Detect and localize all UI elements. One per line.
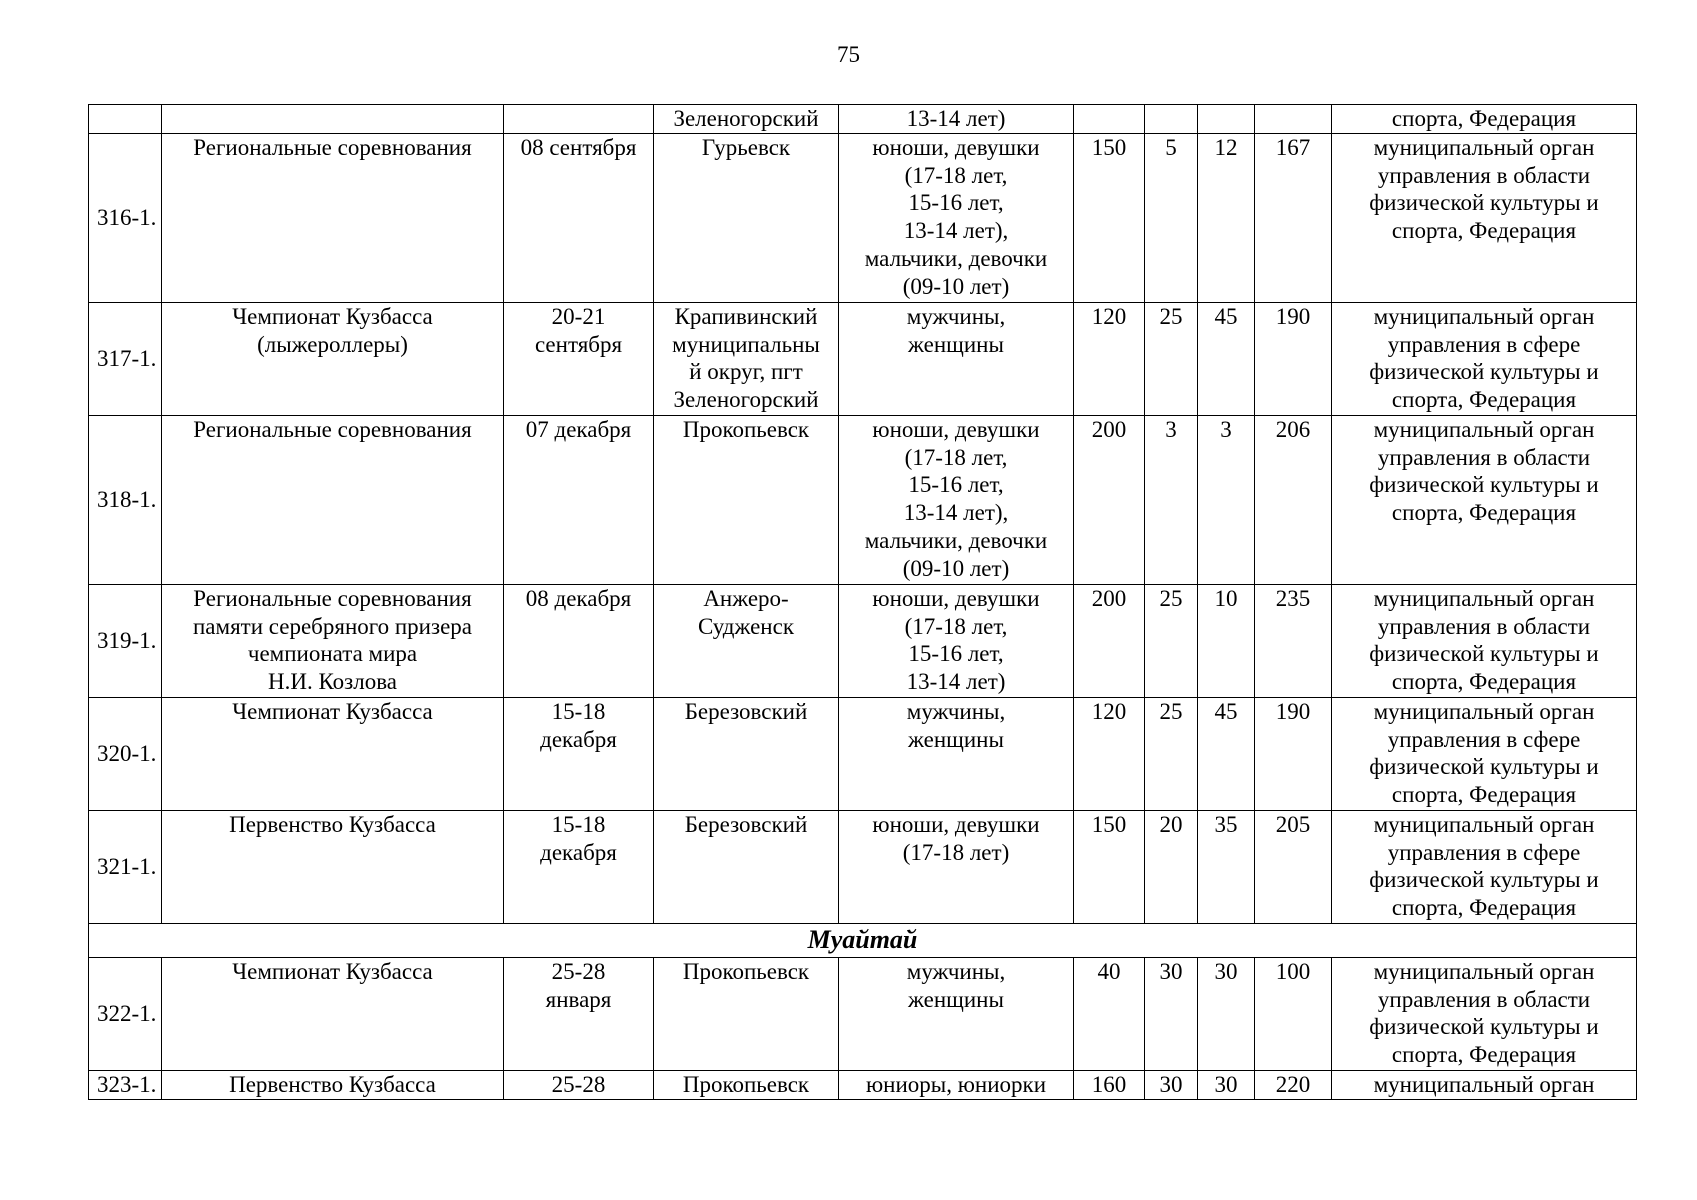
- event-place: Зеленогорский: [654, 105, 839, 134]
- participants: 13-14 лет): [839, 105, 1074, 134]
- table-row: [89, 698, 1637, 811]
- count-1: 120: [1074, 698, 1145, 811]
- participants: юноши, девушки (17-18 лет, 15-16 лет, 13-14 лет): [839, 585, 1074, 698]
- event-place: Березовский: [654, 698, 839, 811]
- event-date: 08 сентября: [504, 134, 654, 303]
- count-2: 25: [1145, 698, 1198, 811]
- participants: юноши, девушки (17-18 лет, 15-16 лет, 13-14 лет), мальчики, девочки (09-10 лет): [839, 416, 1074, 585]
- count-total: 206: [1255, 416, 1332, 585]
- count-3: 30: [1198, 1071, 1255, 1100]
- count-2: 30: [1145, 958, 1198, 1071]
- participants: мужчины, женщины: [839, 698, 1074, 811]
- count-total: [1255, 105, 1332, 134]
- count-2: [1145, 105, 1198, 134]
- count-2: 20: [1145, 811, 1198, 924]
- event-place: Прокопьевск: [654, 416, 839, 585]
- organizer: муниципальный орган управления в сфере физической культуры и спорта, Федерация: [1332, 698, 1637, 811]
- row-number: 320-1.: [89, 698, 162, 811]
- count-total: 220: [1255, 1071, 1332, 1100]
- count-3: 10: [1198, 585, 1255, 698]
- event-date: 20-21 сентября: [504, 303, 654, 416]
- count-2: 30: [1145, 1071, 1198, 1100]
- event-date: 25-28 января: [504, 958, 654, 1071]
- event-date: 25-28: [504, 1071, 654, 1100]
- count-total: 235: [1255, 585, 1332, 698]
- count-1: 160: [1074, 1071, 1145, 1100]
- count-total: 100: [1255, 958, 1332, 1071]
- event-name: [162, 105, 504, 134]
- event-date: 07 декабря: [504, 416, 654, 585]
- event-place: Гурьевск: [654, 134, 839, 303]
- participants: юниоры, юниорки: [839, 1071, 1074, 1100]
- event-name: Чемпионат Кузбасса: [162, 958, 504, 1071]
- organizer: муниципальный орган: [1332, 1071, 1637, 1100]
- table-row: [89, 416, 1637, 585]
- table-row: [89, 303, 1637, 416]
- event-name: Чемпионат Кузбасса (лыжероллеры): [162, 303, 504, 416]
- event-place: Березовский: [654, 811, 839, 924]
- event-name: Первенство Кузбасса: [162, 1071, 504, 1100]
- section-title: Муайтай: [89, 924, 1637, 958]
- event-date: 08 декабря: [504, 585, 654, 698]
- page-number: 75: [837, 42, 860, 67]
- event-name: Региональные соревнования: [162, 416, 504, 585]
- participants: юноши, девушки (17-18 лет, 15-16 лет, 13-14 лет), мальчики, девочки (09-10 лет): [839, 134, 1074, 303]
- row-number: 316-1.: [89, 134, 162, 303]
- count-total: 190: [1255, 698, 1332, 811]
- count-3: 30: [1198, 958, 1255, 1071]
- table-row: [89, 811, 1637, 924]
- count-total: 190: [1255, 303, 1332, 416]
- count-3: 45: [1198, 698, 1255, 811]
- count-1: [1074, 105, 1145, 134]
- table-row: [89, 105, 1637, 134]
- row-number: 319-1.: [89, 585, 162, 698]
- event-place: Прокопьевск: [654, 1071, 839, 1100]
- event-name: Первенство Кузбасса: [162, 811, 504, 924]
- count-2: 25: [1145, 303, 1198, 416]
- event-place: Прокопьевск: [654, 958, 839, 1071]
- count-1: 200: [1074, 416, 1145, 585]
- count-1: 200: [1074, 585, 1145, 698]
- organizer: муниципальный орган управления в сфере физической культуры и спорта, Федерация: [1332, 303, 1637, 416]
- count-total: 205: [1255, 811, 1332, 924]
- count-1: 150: [1074, 134, 1145, 303]
- count-3: 35: [1198, 811, 1255, 924]
- count-2: 25: [1145, 585, 1198, 698]
- count-3: 45: [1198, 303, 1255, 416]
- organizer: муниципальный орган управления в области физической культуры и спорта, Федерация: [1332, 416, 1637, 585]
- participants: мужчины, женщины: [839, 303, 1074, 416]
- count-3: [1198, 105, 1255, 134]
- row-number: 322-1.: [89, 958, 162, 1071]
- row-number: 318-1.: [89, 416, 162, 585]
- events-table: [88, 104, 1637, 1100]
- event-name: Региональные соревнования памяти серебряного призера чемпионата мира Н.И. Козлова: [162, 585, 504, 698]
- table-row: [89, 134, 1637, 303]
- event-date: 15-18 декабря: [504, 811, 654, 924]
- section-row: [89, 924, 1637, 958]
- count-1: 120: [1074, 303, 1145, 416]
- count-total: 167: [1255, 134, 1332, 303]
- organizer: муниципальный орган управления в области физической культуры и спорта, Федерация: [1332, 958, 1637, 1071]
- count-3: 12: [1198, 134, 1255, 303]
- count-2: 3: [1145, 416, 1198, 585]
- row-number: 321-1.: [89, 811, 162, 924]
- row-number: [89, 105, 162, 134]
- organizer: спорта, Федерация: [1332, 105, 1637, 134]
- event-name: Чемпионат Кузбасса: [162, 698, 504, 811]
- row-number: 317-1.: [89, 303, 162, 416]
- event-date: 15-18 декабря: [504, 698, 654, 811]
- event-date: [504, 105, 654, 134]
- organizer: муниципальный орган управления в области физической культуры и спорта, Федерация: [1332, 134, 1637, 303]
- table-row: [89, 958, 1637, 1071]
- table-row: [89, 585, 1637, 698]
- event-place: Крапивинский муниципальны й округ, пгт Зеленогорский: [654, 303, 839, 416]
- table-row: [89, 1071, 1637, 1100]
- event-name: Региональные соревнования: [162, 134, 504, 303]
- organizer: муниципальный орган управления в сфере физической культуры и спорта, Федерация: [1332, 811, 1637, 924]
- row-number: 323-1.: [89, 1071, 162, 1100]
- count-2: 5: [1145, 134, 1198, 303]
- count-3: 3: [1198, 416, 1255, 585]
- participants: юноши, девушки (17-18 лет): [839, 811, 1074, 924]
- count-1: 150: [1074, 811, 1145, 924]
- count-1: 40: [1074, 958, 1145, 1071]
- organizer: муниципальный орган управления в области физической культуры и спорта, Федерация: [1332, 585, 1637, 698]
- participants: мужчины, женщины: [839, 958, 1074, 1071]
- event-place: Анжеро- Судженск: [654, 585, 839, 698]
